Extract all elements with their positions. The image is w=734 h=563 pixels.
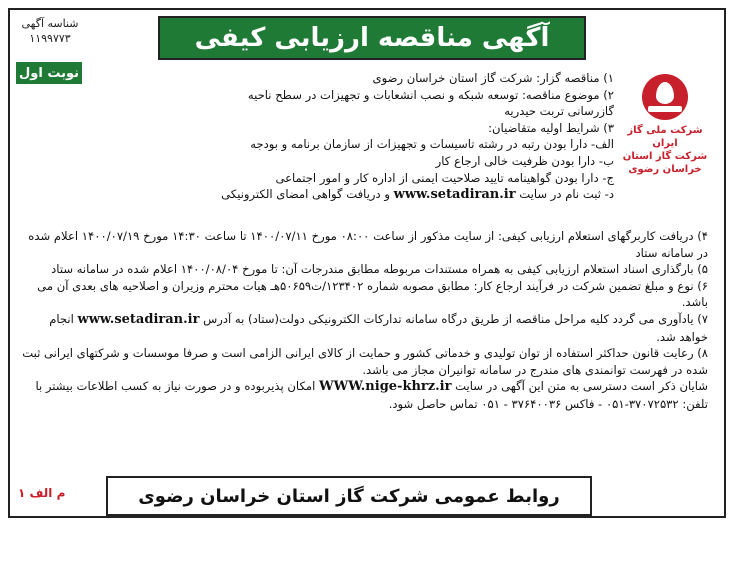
item-3: ۳) شرایط اولیه متقاضیان:: [488, 120, 614, 135]
item-4: ۴) دریافت کاربرگهای استعلام ارزیابی کیفی: از سایت مذکور از ساعت ۰۸:۰۰ مورخ ۱۴۰۰/۰۷/۱۱ تا ساعت ۱۴:۳۰ مورخ ۱۴۰۰/۰۷/۱۹ اعلام شده در سامانه ستاد: [28, 229, 708, 260]
item-3d-pre: د- ثبت نام در سایت: [519, 187, 614, 202]
header-banner: [158, 16, 586, 60]
item-5: ۵) بارگذاری اسناد استعلام ارزیابی کیفی به همراه مستندات مربوطه مطابق مندرجات آن: تا مورخ ۱۴۰۰/۰۸/۰۴ اعلام شده در سامانه ستاد: [51, 262, 708, 277]
page-title: آگهی مناقصه ارزیابی کیفی: [194, 23, 550, 53]
contact-note: [18, 378, 708, 412]
reference-code: م الف ۱: [18, 486, 66, 500]
item-2-line-2: گازرسانی تربت حیدریه: [504, 104, 614, 119]
ad-id-block: [18, 16, 82, 46]
item-3b: ب- دارا بودن ظرفیت خالی ارجاع کار: [435, 153, 614, 168]
nigc-flame-logo-icon: [642, 74, 688, 120]
item-8: ۸) رعایت قانون حداکثر استفاده از توان تولیدی و خدماتی کشور و حمایت از کالای ایرانی الزامی است و صرفا موسسات و شرکتهای ایرانی ثبت شده در فهرست توانمندی های مندرج در سامانه توانیران مجاز می باشد.: [22, 346, 708, 377]
first-round-badge: نوبت اول: [16, 62, 82, 84]
item-6: ۶) نوع و مبلغ تضمین شرکت در فرآیند ارجاع کار: مطابق مصوبه شماره ۱۲۳۴۰۲/ت۵۰۶۵۹هـ هیات محترم وزیران و اصلاحیه های بعدی آن می باشد.: [37, 278, 708, 310]
ad-id-number: ۱۱۹۹۷۷۳: [29, 32, 71, 45]
logo-line-1: شرکت ملی گاز ایران: [627, 125, 703, 149]
item-3a: الف- دارا بودن رتبه در رشته تاسیسات و تجهیزات از سازمان برنامه و بودجه: [250, 137, 614, 152]
company-logo: [620, 74, 710, 184]
item-3d-post: و دریافت گواهی امضای الکترونیکی: [221, 187, 390, 202]
item-2-line-1: ۲) موضوع مناقصه: توسعه شبکه و نصب انشعابات و تجهیزات در سطح ناحیه: [247, 87, 614, 102]
item-7-post: انجام خواهد شد.: [49, 311, 708, 344]
logo-line-3: خراسان رضوی: [628, 164, 702, 175]
item-7-pre: ۷) یادآوری می گردد کلیه مراحل مناقصه از طریق درگاه سامانه تدارکات الکترونیکی دولت(ستاد) به آدرس: [203, 311, 708, 326]
items-bottom: [18, 228, 708, 413]
note-pre: شایان ذکر است دسترسی به متن این آگهی در سایت: [455, 379, 708, 394]
nige-khrz-link[interactable]: WWW.nige-khrz.ir: [319, 379, 452, 395]
item-3d: [18, 186, 614, 204]
note-post: امکان پذیربوده و در صورت نیاز به کسب اطلاعات بیشتر با تلفن: ۳۷۰۷۲۵۳۲-۰۵۱ - فاکس ۳۷۶۴۰۰۳۶ - ۰۵۱ تماس حاصل شود.: [35, 379, 708, 411]
logo-line-2: شرکت گاز استان: [622, 151, 708, 162]
setadiran-link[interactable]: www.setadiran.ir: [393, 187, 516, 203]
footer-banner: [106, 476, 592, 516]
logo-caption: [620, 124, 710, 176]
setadiran-link-2[interactable]: www.setadiran.ir: [77, 311, 200, 327]
item-1: ۱) مناقصه گزار: شرکت گاز استان خراسان رضوی: [372, 71, 614, 85]
footer-title: روابط عمومی شرکت گاز استان خراسان رضوی: [138, 485, 560, 507]
item-3c: ج- دارا بودن گواهینامه تایید صلاحیت ایمنی از اداره کار و امور اجتماعی: [275, 170, 614, 185]
ad-id-label: شناسه آگهی: [21, 17, 79, 30]
item-7: [18, 311, 708, 345]
items-top: [18, 70, 614, 204]
